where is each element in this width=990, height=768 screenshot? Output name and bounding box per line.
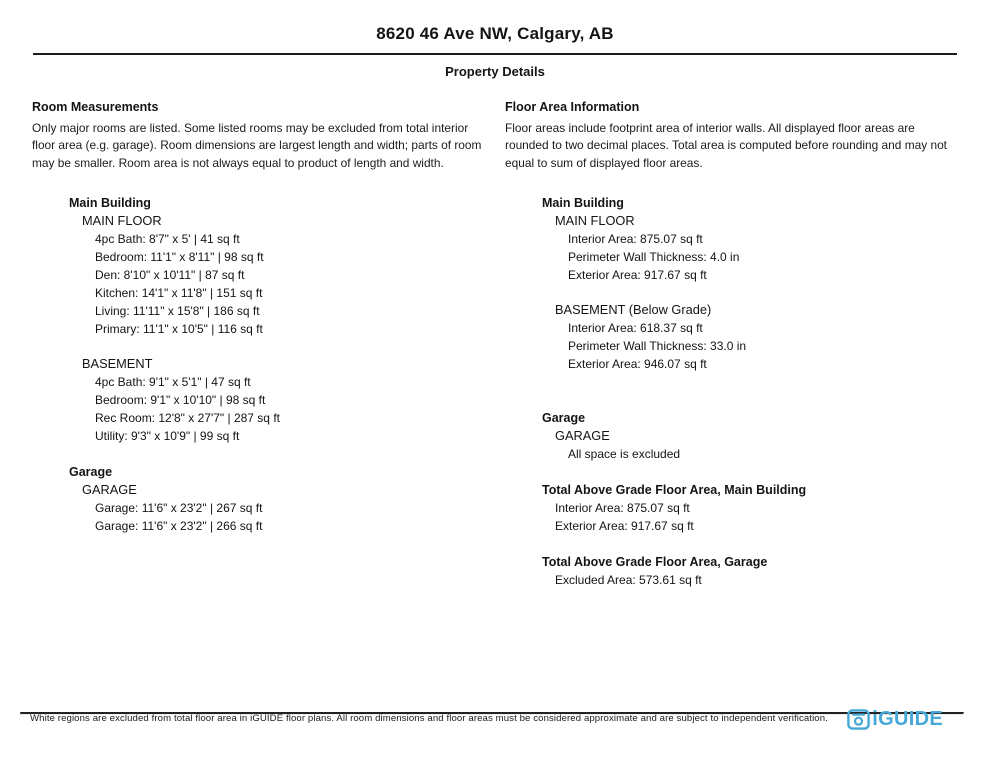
floor-name-garage: GARAGE — [82, 482, 137, 498]
group-name-garage: Garage — [69, 465, 113, 480]
area-line: Interior Area: 618.37 sq ft — [568, 321, 703, 336]
room-line: 4pc Bath: 9'1" x 5'1" | 47 sq ft — [95, 375, 251, 390]
total-heading-garage: Total Above Grade Floor Area, Garage — [542, 555, 768, 570]
total-line: Interior Area: 875.07 sq ft — [555, 501, 690, 516]
page-subtitle: Property Details — [445, 64, 545, 79]
title-divider — [33, 53, 957, 55]
total-line: Excluded Area: 573.61 sq ft — [555, 573, 702, 588]
room-line: Bedroom: 11'1" x 8'11" | 98 sq ft — [95, 250, 264, 265]
room-line: Kitchen: 14'1" x 11'8" | 151 sq ft — [95, 286, 263, 301]
area-line: Exterior Area: 917.67 sq ft — [568, 268, 707, 283]
room-line: Den: 8'10" x 10'11" | 87 sq ft — [95, 268, 245, 283]
area-line: All space is excluded — [568, 447, 681, 462]
floor-area-column — [505, 100, 958, 589]
floor-name-basement-below-grade: BASEMENT (Below Grade) — [555, 302, 712, 318]
footer-disclaimer: White regions are excluded from total floor area in iGUIDE floor plans. All room dimensions and floor areas must be considered approximate and are subject to independent verification. — [30, 713, 828, 724]
floor-name-garage: GARAGE — [555, 428, 610, 444]
area-line: Exterior Area: 946.07 sq ft — [568, 357, 707, 372]
room-line: Bedroom: 9'1" x 10'10" | 98 sq ft — [95, 393, 266, 408]
room-measurements-column — [32, 100, 485, 589]
floor-name-main-floor: MAIN FLOOR — [82, 213, 162, 229]
area-line: Perimeter Wall Thickness: 4.0 in — [568, 250, 740, 265]
room-line: Living: 11'11" x 15'8" | 186 sq ft — [95, 304, 260, 319]
floor-area-heading: Floor Area Information — [505, 100, 640, 114]
total-heading-main-building: Total Above Grade Floor Area, Main Building — [542, 483, 807, 498]
floor-name-main-floor: MAIN FLOOR — [555, 213, 635, 229]
group-name-garage: Garage — [542, 411, 586, 426]
iguide-logo — [847, 708, 943, 730]
room-line: Primary: 11'1" x 10'5" | 116 sq ft — [95, 322, 263, 337]
group-name-main-building: Main Building — [69, 196, 151, 211]
room-line: Garage: 11'6" x 23'2" | 266 sq ft — [95, 519, 263, 534]
room-line: Rec Room: 12'8" x 27'7" | 287 sq ft — [95, 411, 280, 426]
room-measurements-description: Only major rooms are listed. Some listed rooms may be excluded from total interior floor area (e.g. garage). Room dimensions are largest length and width; parts of room may be smaller. Room area is not always equal to product of length and width. — [32, 121, 482, 170]
iguide-camera-icon — [847, 709, 870, 730]
iguide-logo-text: iGUIDE — [872, 708, 943, 730]
floor-area-description: Floor areas include footprint area of interior walls. All displayed floor areas are rounded to two decimal places. Total area is computed before rounding and may not equal to sum of displayed floor areas. — [505, 121, 947, 170]
header — [0, 0, 990, 79]
area-line: Interior Area: 875.07 sq ft — [568, 232, 703, 247]
page-title: 8620 46 Ave NW, Calgary, AB — [376, 24, 614, 43]
room-line: Garage: 11'6" x 23'2" | 267 sq ft — [95, 501, 263, 516]
room-line: Utility: 9'3" x 10'9" | 99 sq ft — [95, 429, 240, 444]
total-line: Exterior Area: 917.67 sq ft — [555, 519, 694, 534]
room-line: 4pc Bath: 8'7" x 5' | 41 sq ft — [95, 232, 240, 247]
area-line: Perimeter Wall Thickness: 33.0 in — [568, 339, 747, 354]
group-name-main-building: Main Building — [542, 196, 624, 211]
content-columns — [0, 100, 990, 589]
room-measurements-heading: Room Measurements — [32, 100, 159, 114]
floor-name-basement: BASEMENT — [82, 356, 153, 372]
